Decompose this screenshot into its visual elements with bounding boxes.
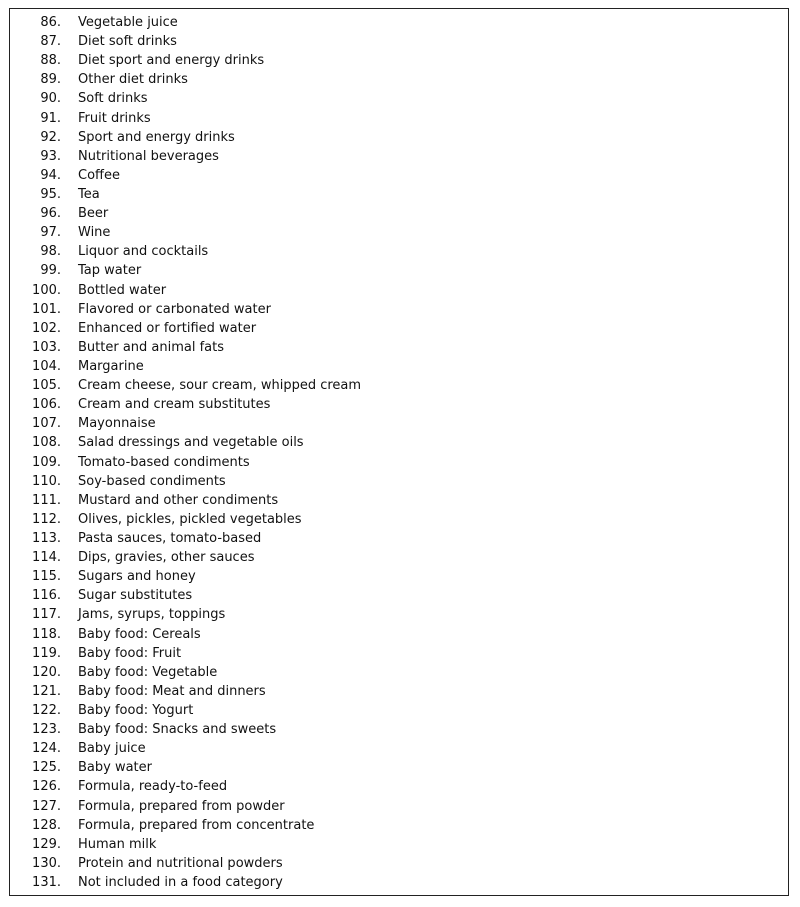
list-item	[10, 835, 361, 854]
item-label: Vegetable juice	[78, 15, 178, 31]
item-number: 130.	[32, 855, 61, 871]
item-number: 103.	[32, 339, 61, 355]
item-number: 110.	[32, 473, 61, 489]
item-label: Human milk	[78, 836, 157, 852]
list-item	[10, 70, 361, 89]
item-number: 111.	[32, 492, 61, 508]
item-number: 88.	[40, 53, 61, 69]
list-item	[10, 548, 361, 567]
list-item	[10, 586, 361, 605]
item-number: 117.	[32, 607, 61, 623]
item-label: Baby juice	[78, 741, 146, 757]
item-label: Formula, prepared from concentrate	[78, 817, 315, 833]
list-item	[10, 625, 361, 644]
item-label: Mustard and other condiments	[78, 492, 279, 508]
item-number: 126.	[32, 779, 61, 795]
item-number: 90.	[40, 91, 61, 107]
item-number: 125.	[32, 760, 61, 776]
item-number: 95.	[40, 187, 61, 203]
item-label: Tea	[78, 187, 100, 203]
item-number: 121.	[32, 683, 61, 699]
list-item	[10, 758, 361, 777]
item-label: Other diet drinks	[78, 72, 188, 88]
item-label: Butter and animal fats	[78, 339, 225, 355]
item-label: Enhanced or fortified water	[78, 320, 257, 336]
item-number: 102.	[32, 320, 61, 336]
item-label: Baby food: Yogurt	[78, 702, 194, 718]
list-item	[10, 89, 361, 108]
item-label: Coffee	[78, 167, 120, 183]
item-number: 97.	[40, 225, 61, 241]
list-item	[10, 376, 361, 395]
item-number: 123.	[32, 722, 61, 738]
list-item	[10, 529, 361, 548]
item-number: 94.	[40, 167, 61, 183]
item-label: Tomato-based condiments	[78, 454, 250, 470]
list-item	[10, 281, 361, 300]
list-item	[10, 491, 361, 510]
item-number: 100.	[32, 282, 61, 298]
list-item	[10, 720, 361, 739]
item-number: 128.	[32, 817, 61, 833]
item-label: Cream cheese, sour cream, whipped cream	[78, 378, 362, 394]
item-number: 107.	[32, 416, 61, 432]
list-item	[10, 319, 361, 338]
item-label: Baby food: Vegetable	[78, 664, 218, 680]
list-item	[10, 414, 361, 433]
item-number: 108.	[32, 435, 61, 451]
item-label: Not included in a food category	[78, 874, 283, 890]
item-label: Mayonnaise	[78, 416, 156, 432]
list-item	[10, 357, 361, 376]
list-item	[10, 644, 361, 663]
item-number: 127.	[32, 798, 61, 814]
item-label: Sugars and honey	[78, 569, 196, 585]
item-number: 86.	[40, 15, 61, 31]
item-label: Baby food: Fruit	[78, 645, 182, 661]
item-number: 91.	[40, 110, 61, 126]
item-number: 106.	[32, 397, 61, 413]
list-item	[10, 873, 361, 892]
list-item	[10, 510, 361, 529]
item-label: Protein and nutritional powders	[78, 855, 283, 871]
list-item	[10, 32, 361, 51]
item-number: 105.	[32, 378, 61, 394]
list-item	[10, 128, 361, 147]
food-category-list	[10, 13, 361, 892]
item-number: 87.	[40, 34, 61, 50]
item-number: 122.	[32, 702, 61, 718]
list-item	[10, 13, 361, 32]
item-number: 131.	[32, 874, 61, 890]
item-label: Margarine	[78, 359, 144, 375]
item-number: 89.	[40, 72, 61, 88]
item-label: Wine	[78, 225, 111, 241]
item-number: 92.	[40, 129, 61, 145]
item-label: Beer	[78, 206, 109, 222]
item-label: Salad dressings and vegetable oils	[78, 435, 304, 451]
list-item	[10, 777, 361, 796]
item-label: Tap water	[78, 263, 142, 279]
list-item	[10, 605, 361, 624]
list-item	[10, 242, 361, 261]
item-number: 114.	[32, 550, 61, 566]
list-item	[10, 453, 361, 472]
list-item	[10, 147, 361, 166]
item-label: Sport and energy drinks	[78, 129, 235, 145]
item-label: Flavored or carbonated water	[78, 301, 271, 317]
list-item	[10, 663, 361, 682]
list-item	[10, 816, 361, 835]
item-label: Jams, syrups, toppings	[78, 607, 226, 623]
list-item	[10, 223, 361, 242]
item-number: 129.	[32, 836, 61, 852]
item-number: 112.	[32, 511, 61, 527]
item-number: 115.	[32, 569, 61, 585]
list-item	[10, 51, 361, 70]
item-label: Nutritional beverages	[78, 148, 219, 164]
item-label: Pasta sauces, tomato-based	[78, 531, 262, 546]
item-label: Soy-based condiments	[78, 473, 226, 489]
list-item	[10, 300, 361, 319]
food-category-table	[9, 8, 789, 896]
item-label: Cream and cream substitutes	[78, 397, 271, 413]
item-number: 101.	[32, 301, 61, 317]
list-item	[10, 109, 361, 128]
item-label: Olives, pickles, pickled vegetables	[78, 511, 302, 527]
item-label: Liquor and cocktails	[78, 244, 209, 260]
item-number: 116.	[32, 588, 61, 604]
item-label: Soft drinks	[78, 91, 148, 107]
item-number: 93.	[40, 148, 61, 164]
list-item	[10, 682, 361, 701]
item-label: Diet soft drinks	[78, 34, 177, 50]
item-label: Dips, gravies, other sauces	[78, 550, 255, 566]
item-label: Formula, prepared from powder	[78, 798, 285, 814]
item-label: Baby food: Snacks and sweets	[78, 722, 277, 738]
list-item	[10, 261, 361, 280]
list-item	[10, 395, 361, 414]
list-item	[10, 433, 361, 452]
item-label: Baby water	[78, 760, 153, 776]
list-item	[10, 796, 361, 815]
item-label: Baby food: Meat and dinners	[78, 683, 266, 699]
item-number: 98.	[40, 244, 61, 260]
item-number: 124.	[32, 741, 61, 757]
item-label: Sugar substitutes	[78, 588, 193, 604]
item-label: Bottled water	[78, 282, 167, 298]
list-item	[10, 204, 361, 223]
item-number: 113.	[32, 531, 61, 546]
item-number: 96.	[40, 206, 61, 222]
list-item	[10, 701, 361, 720]
list-item	[10, 338, 361, 357]
item-number: 104.	[32, 359, 61, 375]
list-item	[10, 166, 361, 185]
list-item	[10, 854, 361, 873]
item-number: 99.	[40, 263, 61, 279]
list-item	[10, 739, 361, 758]
list-item	[10, 185, 361, 204]
item-label: Diet sport and energy drinks	[78, 53, 265, 69]
item-number: 118.	[32, 626, 61, 642]
item-label: Formula, ready-to-feed	[78, 779, 228, 795]
item-number: 120.	[32, 664, 61, 680]
item-number: 109.	[32, 454, 61, 470]
item-label: Fruit drinks	[78, 110, 151, 126]
list-item	[10, 472, 361, 491]
list-item	[10, 567, 361, 586]
item-number: 119.	[32, 645, 61, 661]
item-label: Baby food: Cereals	[78, 626, 201, 642]
